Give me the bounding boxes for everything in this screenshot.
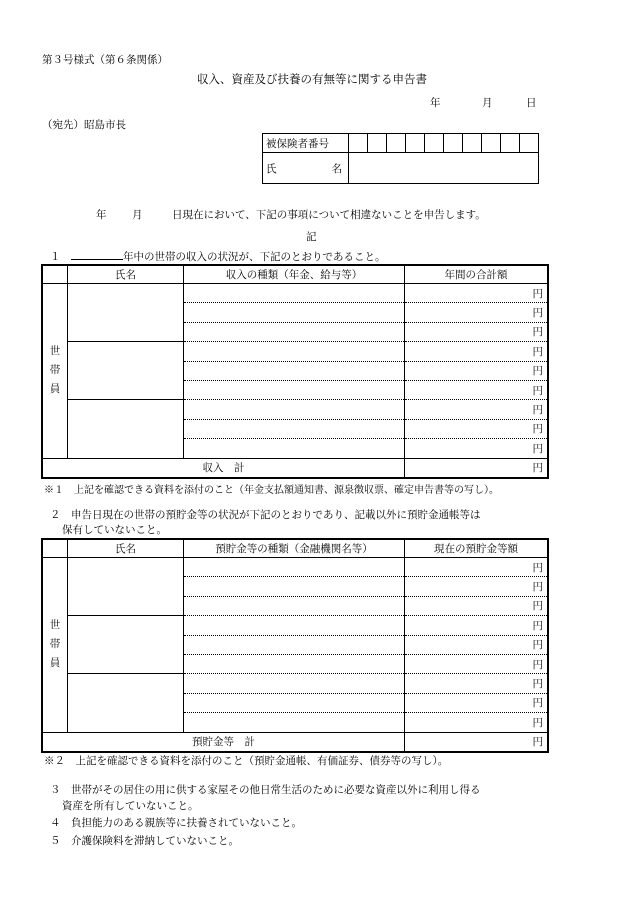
savings-type-cell[interactable] (184, 635, 405, 654)
section3-line1: ３ 世帯がその居住の用に供する家屋その他日常生活のために必要な資産以外に利用し得る (50, 784, 481, 796)
insured-number-digit[interactable] (520, 134, 539, 153)
savings-amount-cell[interactable]: 円 (405, 558, 549, 577)
income-type-cell[interactable] (184, 284, 405, 303)
savings-amount-cell[interactable]: 円 (405, 674, 549, 693)
savings-amount-cell[interactable]: 円 (405, 577, 549, 596)
member-name-cell[interactable] (68, 616, 184, 674)
savings-amount-cell[interactable]: 円 (405, 654, 549, 673)
savings-total-amount[interactable]: 円 (405, 732, 549, 752)
section2-heading-line1: ２ 申告日現在の世帯の預貯金等の状況が下記のとおりであり、記載以外に預貯金通帳等は (50, 509, 481, 521)
member-name-cell[interactable] (68, 400, 184, 458)
income-type-cell[interactable] (184, 439, 405, 458)
income-total-label: 収入 計 (42, 458, 405, 478)
declaration-text: 日現在において、下記の事項について相違ないことを申告します。 (172, 209, 486, 221)
insured-number-digit[interactable] (368, 134, 387, 153)
savings-type-cell[interactable] (184, 674, 405, 693)
insured-number-digit[interactable] (406, 134, 425, 153)
ki-label: 記 (306, 231, 317, 243)
declaration-month: 月 (132, 209, 143, 221)
household-member-label: 世 帯 員 (42, 284, 68, 459)
member-name-cell[interactable] (68, 674, 184, 732)
insured-number-label: 被保険者番号 (263, 134, 349, 153)
savings-header-name: 氏名 (68, 539, 184, 558)
household-member-label: 世 帯 員 (42, 558, 68, 733)
insured-info-table (262, 133, 539, 184)
insured-name-label: 氏 名 (263, 153, 349, 184)
income-amount-cell[interactable]: 円 (405, 439, 549, 458)
form-id: 第３号様式（第６条関係） (42, 54, 168, 66)
savings-amount-cell[interactable]: 円 (405, 635, 549, 654)
income-amount-cell[interactable]: 円 (405, 380, 549, 399)
section2-heading-line2: 保有していないこと。 (62, 524, 167, 536)
insured-number-digit[interactable] (349, 134, 368, 153)
section5: ５ 介護保険料を滞納していないこと。 (50, 835, 239, 847)
income-type-cell[interactable] (184, 380, 405, 399)
income-amount-cell[interactable]: 円 (405, 284, 549, 303)
savings-amount-cell[interactable]: 円 (405, 596, 549, 615)
income-type-cell[interactable] (184, 303, 405, 322)
insured-number-digit[interactable] (501, 134, 520, 153)
income-header-amount: 年間の合計額 (405, 265, 549, 284)
income-amount-cell[interactable]: 円 (405, 419, 549, 438)
income-amount-cell[interactable]: 円 (405, 342, 549, 361)
income-table (41, 264, 549, 479)
savings-header-type: 預貯金等の種類（金融機関名等） (184, 539, 405, 558)
insured-number-digit[interactable] (463, 134, 482, 153)
insured-number-digit[interactable] (444, 134, 463, 153)
declaration-year: 年 (96, 209, 107, 221)
income-amount-cell[interactable]: 円 (405, 361, 549, 380)
insured-name-field[interactable] (349, 153, 539, 184)
section1-heading: １ 年中の世帯の収入の状況が、下記のとおりであること。 (50, 248, 386, 264)
date-year-label: 年 (430, 97, 441, 109)
savings-amount-cell[interactable]: 円 (405, 616, 549, 635)
income-header-name: 氏名 (68, 265, 184, 284)
savings-header-amount: 現在の預貯金等額 (405, 539, 549, 558)
savings-type-cell[interactable] (184, 577, 405, 596)
income-amount-cell[interactable]: 円 (405, 400, 549, 419)
document-title: 収入、資産及び扶養の有無等に関する申告書 (197, 72, 427, 86)
income-type-cell[interactable] (184, 419, 405, 438)
income-type-cell[interactable] (184, 400, 405, 419)
date-day-label: 日 (526, 97, 537, 109)
savings-type-cell[interactable] (184, 558, 405, 577)
insured-number-digit[interactable] (387, 134, 406, 153)
member-name-cell[interactable] (68, 558, 184, 616)
savings-amount-cell[interactable]: 円 (405, 693, 549, 712)
savings-type-cell[interactable] (184, 713, 405, 732)
section2-note: ※２ 上記を確認できる資料を添付のこと（預貯金通帳、有価証券、債券等の写し）。 (44, 755, 449, 767)
income-amount-cell[interactable]: 円 (405, 303, 549, 322)
income-header-type: 収入の種類（年金、給与等） (184, 265, 405, 284)
section4: ４ 負担能力のある親族等に扶養されていないこと。 (50, 817, 302, 829)
member-name-cell[interactable] (68, 284, 184, 342)
date-month-label: 月 (482, 97, 493, 109)
savings-type-cell[interactable] (184, 693, 405, 712)
section3-line2: 資産を所有していないこと。 (62, 800, 199, 812)
section1-note: ※１ 上記を確認できる資料を添付のこと（年金支払額通知書、源泉徴収票、確定申告書等の写し）。 (44, 485, 499, 496)
income-type-cell[interactable] (184, 342, 405, 361)
income-amount-cell[interactable]: 円 (405, 322, 549, 341)
income-type-cell[interactable] (184, 361, 405, 380)
savings-total-label: 預貯金等 計 (42, 732, 405, 752)
member-name-cell[interactable] (68, 342, 184, 400)
income-total-amount[interactable]: 円 (405, 458, 549, 478)
addressee: （宛先）昭島市長 (42, 119, 126, 131)
savings-type-cell[interactable] (184, 616, 405, 635)
savings-type-cell[interactable] (184, 654, 405, 673)
savings-amount-cell[interactable]: 円 (405, 713, 549, 732)
year-blank[interactable] (71, 248, 123, 260)
savings-type-cell[interactable] (184, 596, 405, 615)
savings-table (41, 538, 549, 753)
income-type-cell[interactable] (184, 322, 405, 341)
insured-number-digit[interactable] (425, 134, 444, 153)
insured-number-digit[interactable] (482, 134, 501, 153)
